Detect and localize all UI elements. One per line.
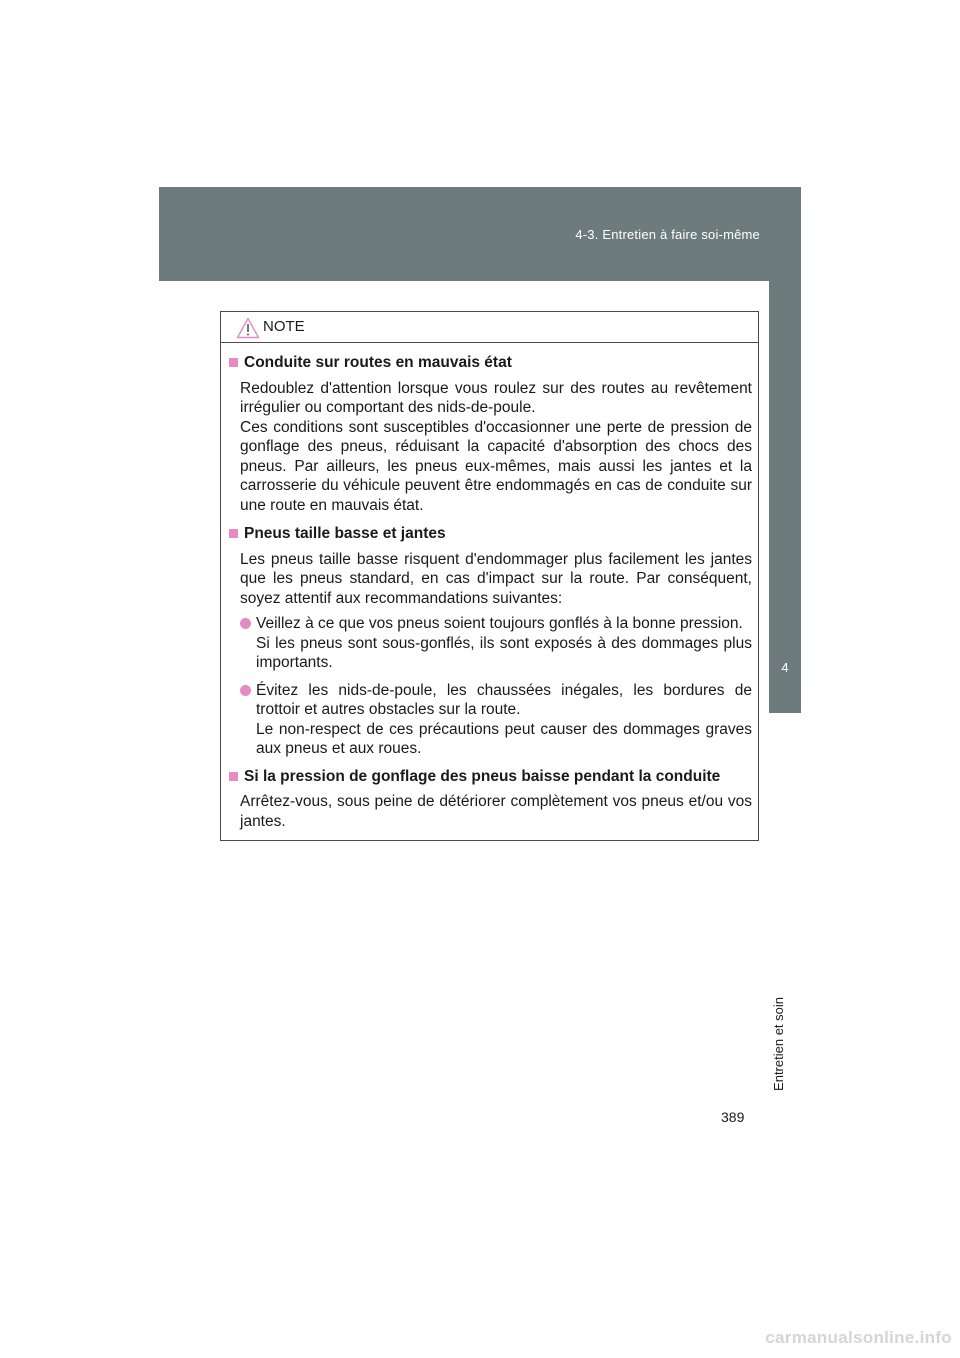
chapter-number: 4 <box>781 660 789 675</box>
list-item-line: Si les pneus sont sous-gonflés, ils sont exposés à des dommages plus importants. <box>256 634 752 671</box>
note-box <box>220 311 759 841</box>
section-heading <box>229 524 752 544</box>
list-item <box>240 681 752 759</box>
section-heading <box>229 353 752 373</box>
square-bullet-icon <box>229 529 238 538</box>
round-bullet-icon <box>240 618 251 629</box>
page-number: 389 <box>721 1109 745 1125</box>
paragraph-line: Arrêtez-vous, sous peine de détériorer complètement vos pneus et/ou vos jantes. <box>240 793 752 830</box>
section-heading-text: Conduite sur routes en mauvais état <box>244 354 512 371</box>
paragraph-line: Ces conditions sont susceptibles d'occasionner une perte de pression de gonflage des pneus, réduisant la capacité d'absorption des chocs des pneus. Par ailleurs, les pneus eux-mêmes, mais aussi les jantes et la carrosserie du véhicule peuvent être endommagés en cas de conduite sur une route en mauvais état. <box>240 418 752 514</box>
section-heading-text: Pneus taille basse et jantes <box>244 525 446 542</box>
square-bullet-icon <box>229 358 238 367</box>
section-heading-text: Si la pression de gonflage des pneus baisse pendant la conduite <box>244 767 721 785</box>
note-header <box>221 312 758 343</box>
list-item-line: Le non-respect de ces précautions peut causer des dommages graves aux pneus et aux roues. <box>256 720 752 757</box>
list-item-text <box>256 681 752 759</box>
list-item <box>240 614 752 673</box>
watermark-logo: carmanualsonline.info <box>765 1328 952 1347</box>
section-paragraph <box>240 550 752 609</box>
chapter-side-tab <box>769 281 801 1358</box>
section-paragraph <box>240 792 752 831</box>
chapter-label: Entretien et soin <box>771 997 786 1091</box>
section-paragraph <box>240 379 752 516</box>
note-title: NOTE <box>263 318 305 335</box>
list-item-line: Évitez les nids-de-poule, les chaussées inégales, les bordures de trottoir et autres obstacles sur la route. <box>256 681 752 718</box>
warning-triangle-icon <box>236 317 260 339</box>
chapter-number-box <box>769 281 801 713</box>
list-item-line: Veillez à ce que vos pneus soient toujours gonflés à la bonne pression. <box>256 615 743 632</box>
note-body <box>221 343 758 831</box>
header-band <box>159 187 801 281</box>
paragraph-line: Redoublez d'attention lorsque vous roulez sur des routes au revêtement irrégulier ou comportant des nids-de-poule. <box>240 379 752 416</box>
list-item-text <box>256 614 752 673</box>
paragraph-line: Les pneus taille basse risquent d'endommager plus facilement les jantes que les pneus standard, en cas d'impact sur la route. Par conséquent, soyez attentif aux recommandations suivantes: <box>240 550 752 607</box>
section-heading <box>229 767 752 787</box>
round-bullet-icon <box>240 685 251 696</box>
section-title: 4-3. Entretien à faire soi-même <box>575 227 760 242</box>
square-bullet-icon <box>229 772 238 781</box>
